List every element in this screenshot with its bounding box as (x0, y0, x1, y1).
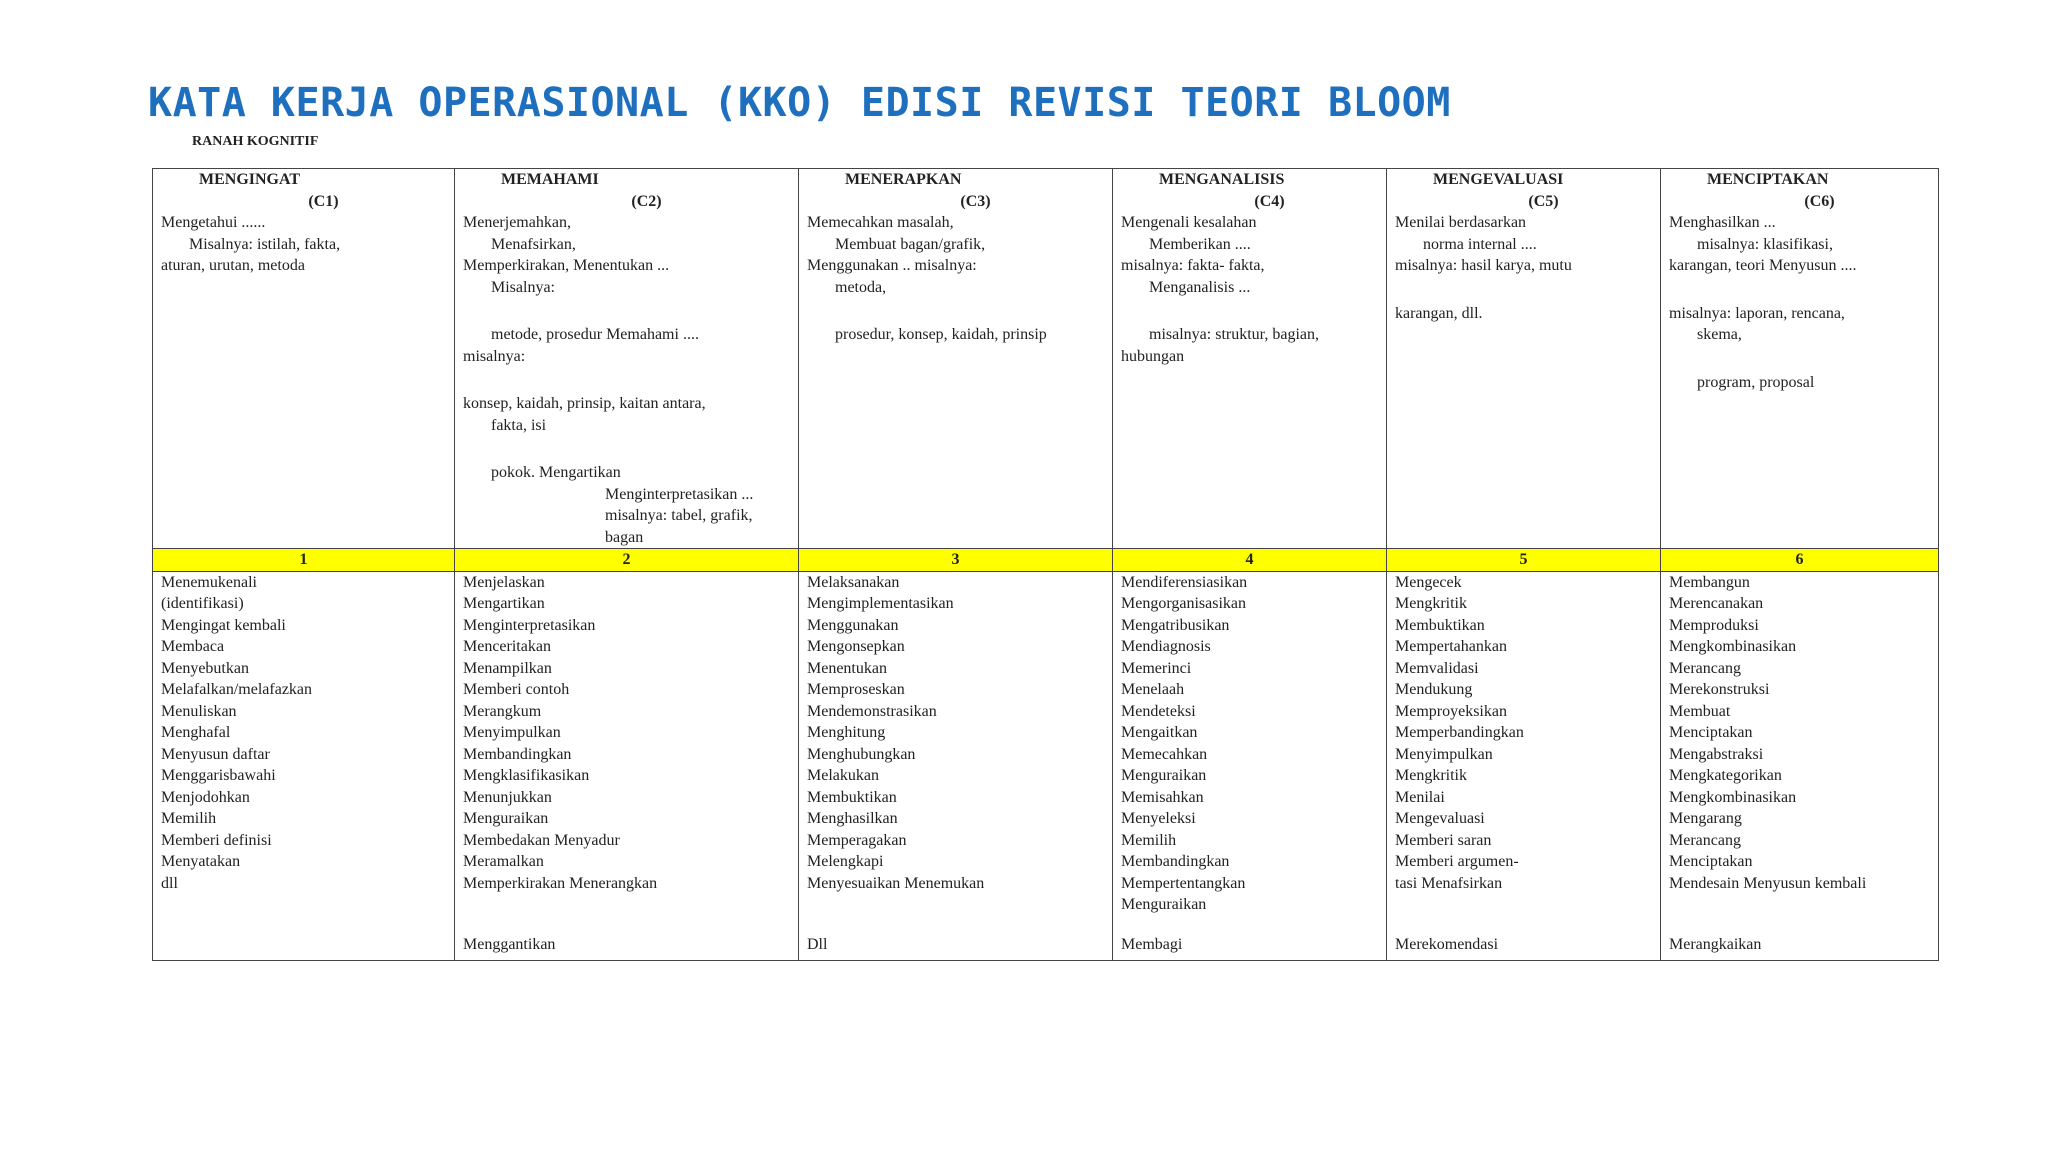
description-line: Menghasilkan ... (1669, 214, 1776, 231)
kko-table (152, 168, 1939, 961)
description-line: Menginterpretasikan ... (605, 485, 754, 503)
verb-item: Melafalkan/melafazkan (161, 681, 313, 698)
verb-item: Menguraikan (1121, 767, 1207, 784)
verb-item: Mengorganisasikan (1121, 595, 1247, 612)
verb-item-last: Merangkaikan (1669, 936, 1762, 953)
description-line: bagan (605, 528, 644, 546)
verb-item: Mengkombinasikan (1669, 638, 1797, 655)
verb-item: Menceritakan (463, 638, 551, 655)
level-number: 4 (1113, 549, 1387, 572)
verb-item: Melengkapi (807, 853, 884, 870)
verb-item: Mengecek (1395, 573, 1462, 591)
level-name: MENGINGAT (199, 171, 301, 188)
verb-item: Menyatakan (161, 853, 241, 870)
verb-item-last: Membagi (1121, 936, 1183, 953)
verb-item: Menampilkan (463, 659, 552, 677)
description-line: misalnya: tabel, grafik, (605, 507, 753, 524)
verb-item: Memproyeksikan (1395, 702, 1507, 720)
level-code: (C6) (1804, 192, 1835, 210)
verb-item: Mendukung (1395, 681, 1473, 698)
header-cell-c1 (153, 169, 455, 549)
verb-item: Mengkombinasikan (1669, 788, 1797, 806)
level-number: 1 (153, 549, 455, 572)
verb-item: Mengaitkan (1121, 724, 1198, 741)
verb-item: Mengabstraksi (1669, 745, 1764, 763)
verb-item: Mengarang (1669, 810, 1742, 827)
description-line: program, proposal (1697, 373, 1815, 391)
verb-item: Memberi saran (1395, 831, 1492, 849)
level-code: (C5) (1528, 192, 1559, 210)
verb-item: Menemukenali (161, 573, 257, 591)
verb-item: Memvalidasi (1395, 659, 1479, 677)
description-line (1669, 346, 1930, 372)
verb-item: Memperagakan (807, 831, 907, 849)
verb-item: Melaksanakan (807, 573, 900, 591)
description-line: misalnya: fakta- fakta, (1121, 257, 1265, 274)
verb-item: Mempertahankan (1395, 638, 1507, 655)
verbs-cell-c1 (153, 571, 455, 960)
level-code: (C3) (960, 192, 991, 210)
verb-item: Mengimplementasikan (807, 595, 954, 612)
verb-item: Mengkritik (1395, 767, 1467, 784)
verbs-cell-c5 (1387, 571, 1661, 960)
verb-item: Membandingkan (1121, 853, 1230, 870)
verb-item: Memerinci (1121, 659, 1192, 677)
description-line: fakta, isi (491, 416, 547, 434)
verb-item: Membangun (1669, 573, 1750, 591)
verb-item: Memisahkan (1121, 788, 1204, 806)
verb-item: Menyeleksi (1121, 810, 1196, 827)
description-line: misalnya: laporan, rencana, (1669, 304, 1845, 322)
level-number-row (153, 549, 1939, 572)
verb-item: Mengkritik (1395, 595, 1467, 612)
description-line (463, 436, 790, 462)
verb-item: Mengonsepkan (807, 638, 905, 655)
verb-item: Mengingat kembali (161, 616, 286, 634)
level-number: 5 (1387, 549, 1661, 572)
description-line: Misalnya: istilah, fakta, (189, 235, 341, 253)
verb-item: Mendiagnosis (1121, 638, 1211, 655)
description-line (1395, 277, 1652, 303)
verb-item: Melakukan (807, 767, 879, 784)
verb-item: Menyimpulkan (463, 724, 561, 741)
description-line: Membuat bagan/grafik, (835, 235, 986, 253)
description-line: skema, (1697, 326, 1742, 343)
verb-item: Mengartikan (463, 595, 545, 612)
page-subtitle: RANAH KOGNITIF (192, 134, 319, 149)
verb-item: Memberi argumen- (1395, 853, 1519, 870)
verb-item: Menciptakan (1669, 724, 1753, 741)
verb-item: Memberi contoh (463, 681, 570, 698)
header-cell-c2 (455, 169, 799, 549)
level-code: (C2) (631, 192, 662, 210)
description-line: Memperkirakan, Menentukan ... (463, 257, 670, 274)
verb-item: Menelaah (1121, 681, 1185, 698)
verb-item-last: Merekomendasi (1395, 936, 1499, 953)
verb-item: Menggarisbawahi (161, 767, 276, 784)
description-line: karangan, dll. (1395, 304, 1483, 322)
verb-item: Menghubungkan (807, 745, 916, 763)
verb-item: Mengkategorikan (1669, 767, 1782, 784)
verb-item: Merekonstruksi (1669, 681, 1770, 698)
verb-item: Membandingkan (463, 745, 572, 763)
level-number: 2 (455, 549, 799, 572)
verb-item: dll (161, 874, 178, 892)
description-line: karangan, teori Menyusun .... (1669, 257, 1857, 274)
level-number: 3 (799, 549, 1113, 572)
level-name: MEMAHAMI (501, 171, 599, 188)
verb-item: Mengevaluasi (1395, 810, 1485, 827)
verb-item-last: Menggantikan (463, 936, 556, 953)
verb-item: Menguraikan (463, 810, 549, 827)
header-cell-c6 (1661, 169, 1939, 549)
verb-item: Menunjukkan (463, 788, 552, 806)
description-line: Menafsirkan, (491, 235, 576, 253)
verb-item: Mendemonstrasikan (807, 702, 937, 720)
verb-item: Menyusun daftar (161, 745, 270, 763)
verb-item: Memperkirakan Menerangkan (463, 874, 658, 892)
description-line: Mengenali kesalahan (1121, 214, 1257, 231)
verb-item: Menghasilkan (807, 810, 898, 827)
verb-item: Menjelaskan (463, 573, 545, 591)
description-line: metoda, (835, 278, 887, 296)
verb-item: Mendeteksi (1121, 702, 1196, 720)
verb-item: Memilih (1121, 831, 1177, 849)
verb-item: Mengatribusikan (1121, 616, 1230, 634)
description-line (1121, 298, 1378, 324)
verb-item: Menguraikan (1121, 896, 1207, 913)
verb-item: Menyimpulkan (1395, 745, 1493, 763)
verb-item: Menggunakan (807, 616, 899, 634)
level-name: MENCIPTAKAN (1707, 171, 1829, 188)
verbs-cell-c2 (455, 571, 799, 960)
verb-item: Merancang (1669, 831, 1741, 849)
description-line: Memberikan .... (1149, 235, 1251, 253)
description-line: Menerjemahkan, (463, 214, 571, 231)
verb-item: Merangkum (463, 702, 542, 720)
verb-item: Menentukan (807, 659, 887, 677)
header-row (153, 169, 1939, 549)
verb-item: Membuktikan (807, 788, 897, 806)
verb-item-last: Dll (807, 936, 828, 953)
description-line: hubungan (1121, 347, 1185, 365)
description-line: Memecahkan masalah, (807, 214, 954, 231)
verb-item: Memproduksi (1669, 616, 1759, 634)
level-code: (C1) (308, 192, 339, 210)
verb-item: Menilai (1395, 788, 1445, 806)
verbs-cell-c3 (799, 571, 1113, 960)
verb-item: Merencanakan (1669, 595, 1764, 612)
header-cell-c5 (1387, 169, 1661, 549)
description-line: misalnya: (463, 347, 526, 365)
verb-item: Meramalkan (463, 853, 544, 870)
header-cell-c3 (799, 169, 1113, 549)
verb-item: Memilih (161, 810, 217, 827)
verb-item: Memberi definisi (161, 831, 272, 849)
verb-item: Menginterpretasikan (463, 616, 596, 634)
description-line: pokok. Mengartikan (491, 464, 621, 481)
verb-item: tasi Menafsirkan (1395, 874, 1503, 892)
description-line: misalnya: struktur, bagian, (1149, 326, 1319, 343)
description-line: Misalnya: (491, 278, 555, 296)
description-line: Menilai berdasarkan (1395, 214, 1527, 231)
verb-item: Menyebutkan (161, 659, 249, 677)
level-name: MENGANALISIS (1159, 171, 1285, 188)
verb-item: Memecahkan (1121, 745, 1208, 763)
description-line: misalnya: hasil karya, mutu (1395, 257, 1572, 274)
verb-item: Mengklasifikasikan (463, 767, 590, 784)
description-line (463, 298, 790, 324)
verb-item: Memproseskan (807, 681, 905, 698)
level-code: (C4) (1254, 192, 1285, 210)
verb-item: Menjodohkan (161, 788, 250, 806)
page-title: KATA KERJA OPERASIONAL (KKO) EDISI REVISI TEORI BLOOM (148, 80, 1451, 126)
description-line (807, 298, 1104, 324)
verb-item: Menghafal (161, 724, 231, 741)
verb-item: Mempertentangkan (1121, 874, 1246, 892)
verb-item: Merancang (1669, 659, 1741, 677)
verb-item: Memperbandingkan (1395, 724, 1524, 741)
verb-item: Menyesuaikan Menemukan (807, 874, 985, 892)
verb-item: Membedakan Menyadur (463, 831, 620, 849)
description-line: metode, prosedur Memahami .... (491, 326, 699, 343)
description-line: Menganalisis ... (1149, 278, 1251, 296)
description-line: prosedur, konsep, kaidah, prinsip (835, 326, 1047, 343)
description-line: Mengetahui ...... (161, 214, 266, 231)
description-line (463, 367, 790, 393)
verb-item: Membaca (161, 638, 225, 655)
description-line: misalnya: klasifikasi, (1697, 235, 1833, 253)
verb-item: Mendesain Menyusun kembali (1669, 874, 1867, 892)
level-name: MENERAPKAN (845, 171, 962, 188)
level-number: 6 (1661, 549, 1939, 572)
verb-item: Membuktikan (1395, 616, 1485, 634)
verb-item: (identifikasi) (161, 595, 244, 612)
verb-item: Menciptakan (1669, 853, 1753, 870)
description-line: norma internal .... (1423, 235, 1537, 253)
description-line: aturan, urutan, metoda (161, 257, 305, 274)
level-name: MENGEVALUASI (1433, 171, 1564, 188)
header-cell-c4 (1113, 169, 1387, 549)
verbs-row (153, 571, 1939, 960)
verb-item: Menghitung (807, 724, 886, 741)
verbs-cell-c6 (1661, 571, 1939, 960)
description-line: Menggunakan .. misalnya: (807, 257, 977, 274)
verb-item: Mendiferensiasikan (1121, 573, 1248, 591)
verb-item: Membuat (1669, 702, 1731, 720)
description-line (1669, 277, 1930, 303)
verb-item: Menuliskan (161, 702, 237, 720)
description-line: konsep, kaidah, prinsip, kaitan antara, (463, 395, 706, 412)
verbs-cell-c4 (1113, 571, 1387, 960)
